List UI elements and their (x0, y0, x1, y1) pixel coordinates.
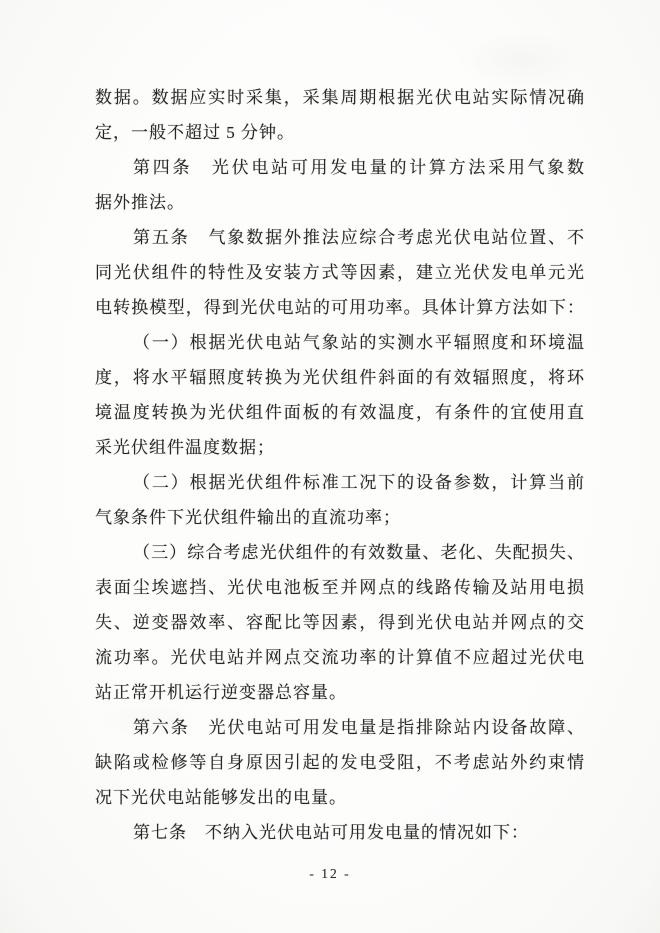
text-line: 同光伏组件的特性及安装方式等因素，建立光伏发电单元光 (95, 263, 585, 282)
text-line: 失、逆变器效率、容配比等因素，得到光伏电站并网点的交 (95, 613, 585, 632)
text-line: （一）根据光伏电站气象站的实测水平辐照度和环境温 (133, 333, 585, 352)
text-line: 数据。数据应实时采集，采集周期根据光伏电站实际情况确 (95, 88, 585, 107)
text-line: 况下光伏电站能够发出的电量。 (95, 788, 347, 807)
text-line: 表面尘埃遮挡、光伏电池板至并网点的线路传输及站用电损 (95, 578, 585, 597)
text-line: 第六条 光伏电站可用发电量是指排除站内设备故障、 (133, 718, 585, 737)
text-column (95, 80, 585, 850)
text-line: （二）根据光伏组件标准工况下的设备参数，计算当前 (133, 473, 585, 492)
text-line: 第四条 光伏电站可用发电量的计算方法采用气象数 (133, 158, 585, 177)
text-line: 据外推法。 (95, 193, 185, 212)
text-line: 电转换模型，得到光伏电站的可用功率。具体计算方法如下： (95, 298, 585, 317)
text-line: 第七条 不纳入光伏电站可用发电量的情况如下： (133, 823, 529, 842)
text-line: 气象条件下光伏组件输出的直流功率； (95, 508, 401, 527)
text-line: 缺陷或检修等自身原因引起的发电受阻，不考虑站外约束情 (95, 753, 585, 772)
text-line: 流功率。光伏电站并网点交流功率的计算值不应超过光伏电 (95, 648, 585, 667)
text-line: 境温度转换为光伏组件面板的有效温度，有条件的宜使用直 (95, 403, 585, 422)
text-line: 定，一般不超过 5 分钟。 (95, 123, 295, 142)
page-number: - 12 - (309, 866, 351, 881)
text-line: （三）综合考虑光伏组件的有效数量、老化、失配损失、 (133, 543, 585, 562)
text-line: 采光伏组件温度数据； (95, 438, 275, 457)
text-line: 第五条 气象数据外推法应综合考虑光伏电站位置、不 (133, 228, 585, 247)
text-line: 度，将水平辐照度转换为光伏组件斜面的有效辐照度，将环 (95, 368, 585, 387)
text-line: 站正常开机运行逆变器总容量。 (95, 683, 347, 702)
